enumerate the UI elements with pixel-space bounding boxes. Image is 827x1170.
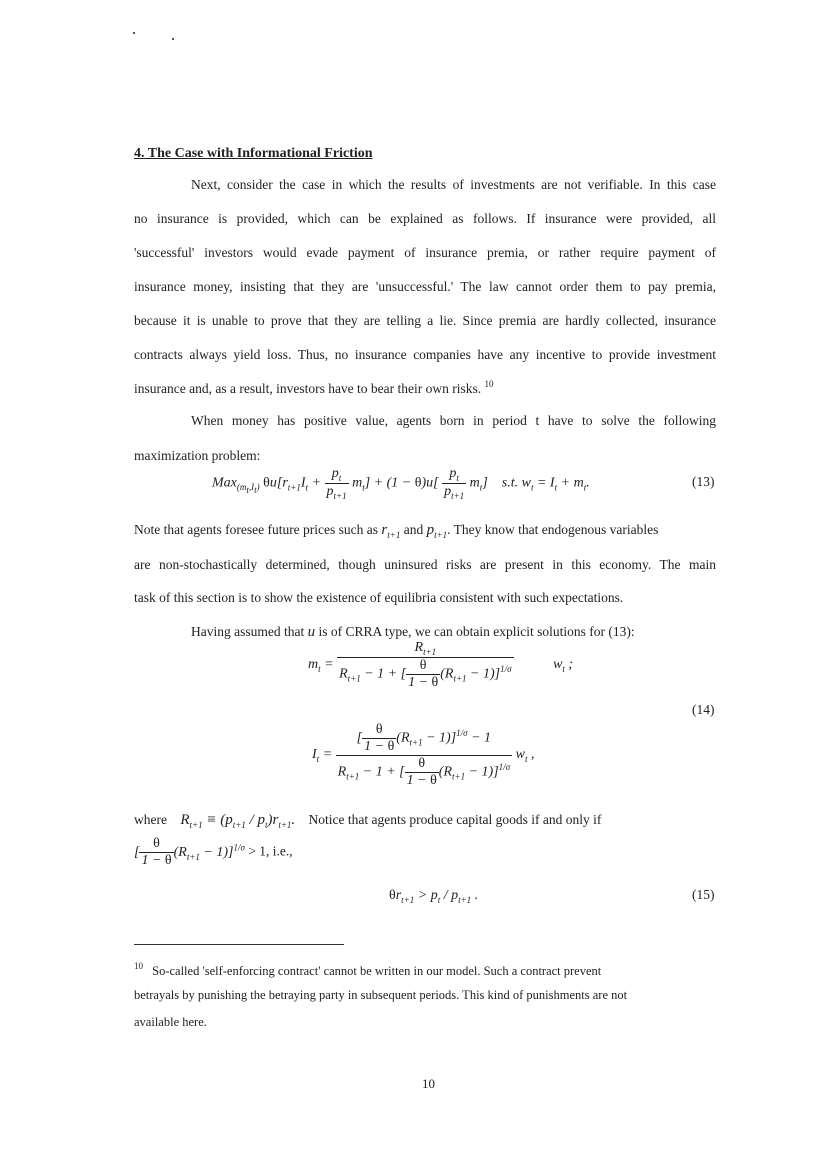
condition-expression: [ $\frac{\theta}{1 - \theta}$ $(R_{t+1} - 1)]^{1/\sigma}$ [134, 836, 245, 868]
para1-line: insurance and, as a result, investors have to bear their own risks. [134, 381, 482, 396]
para2-line: maximization problem: [134, 448, 261, 463]
para4-text: Having assumed that [191, 624, 305, 639]
para3-text: Note that agents foresee future prices such as [134, 522, 379, 537]
para4-text: is of CRRA type, we can obtain explicit solutions for (13): [318, 624, 635, 639]
r-t1-symbol: $r_{t+1}$ [381, 522, 401, 540]
para1-line: because it is unable to prove that they are telling a lie. Since premia are hardly collected, insurance [134, 313, 716, 328]
footnote-line: available here. [134, 1015, 207, 1029]
para1-line: Next, consider the case in which the results of investments are not verifiable. In this case [191, 177, 716, 192]
para1-line: 'successful' investors would evade payment of insurance premia, or rather require payment of [134, 245, 716, 260]
R-definition: $R_{t+1} \equiv (p_{t+1} / p_t)r_{t+1}$. [180, 812, 296, 830]
u-symbol: u [307, 624, 316, 640]
footnote-line: So-called 'self-enforcing contract' cannot be written in our model. Such a contract prevent [152, 964, 602, 978]
para2-line: When money has positive value, agents born in period t have to solve the following [191, 413, 716, 428]
equation-15-number: (15) [692, 887, 715, 902]
para3-line: task of this section is to show the existence of equilibria consistent with such expectations. [134, 590, 624, 605]
section-heading: 4. The Case with Informational Friction [134, 146, 373, 161]
para1-line: insurance money, insisting that they are 'unsuccessful.' The law cannot order them to pay premia, [134, 279, 716, 294]
where-text: Notice that agents produce capital goods if and only if [308, 812, 602, 827]
equation-14-m: $m_t$ = $R_{t+1}$ $R_{t+1} - 1$ + [ $\frac{\theta}{1 - \theta}$ $(R_{t+1} - 1)]^{1/\sigma}$ $w_t$ ; [308, 640, 574, 690]
footnote-line: betrayals by punishing the betraying party in subsequent periods. This kind of punishments are not [134, 988, 628, 1002]
footnote-ref: 10 [484, 379, 494, 389]
equation-14-I: $I_t$ = [ $\frac{\theta}{1 - \theta}$ $(R_{t+1} - 1)]^{1/\sigma} - 1$ $R_{t+1} - 1$ + [ $\frac{\theta}{1 - \theta}$ $(R_{t+1} - 1)]^{1/\sigma}$ $w_t$ , [312, 722, 535, 788]
para3-and: and [403, 522, 424, 537]
footnote-rule [134, 944, 344, 945]
equation-15: $\theta r_{t+1} > p_t / p_{t+1}$ . [389, 888, 479, 905]
para1-line: contracts always yield loss. Thus, no insurance companies have any incentive to provide investment [134, 347, 716, 362]
scan-speck [133, 32, 135, 34]
page-number: 10 [422, 1076, 435, 1091]
para3-text: . They know that endogenous variables [447, 522, 659, 537]
equation-14-number: (14) [692, 702, 715, 717]
para3-line: are non-stochastically determined, though uninsured risks are present in this economy. The main [134, 557, 716, 572]
scan-speck [172, 38, 174, 40]
where-text: where [134, 812, 167, 827]
equation-13-number: (13) [692, 474, 715, 489]
para1-line: no insurance is provided, which can be explained as follows. If insurance were provided, all [134, 211, 716, 226]
equation-13: Max$_{(m_t,I_t)}$ $\theta u[r_{t+1}I_t$ + $\frac{p_t}{p_{t+1}}$ $m_t] + (1 - \theta)u$[ $\frac{p_t}{p_{t+1}}$ $m_t$] s.t. $w_t = I_t + m_t$. [212, 466, 590, 501]
p-t1-symbol: $p_{t+1}$ [426, 522, 448, 540]
where-text: > 1, i.e., [248, 843, 293, 859]
footnote-mark: 10 [134, 961, 143, 971]
